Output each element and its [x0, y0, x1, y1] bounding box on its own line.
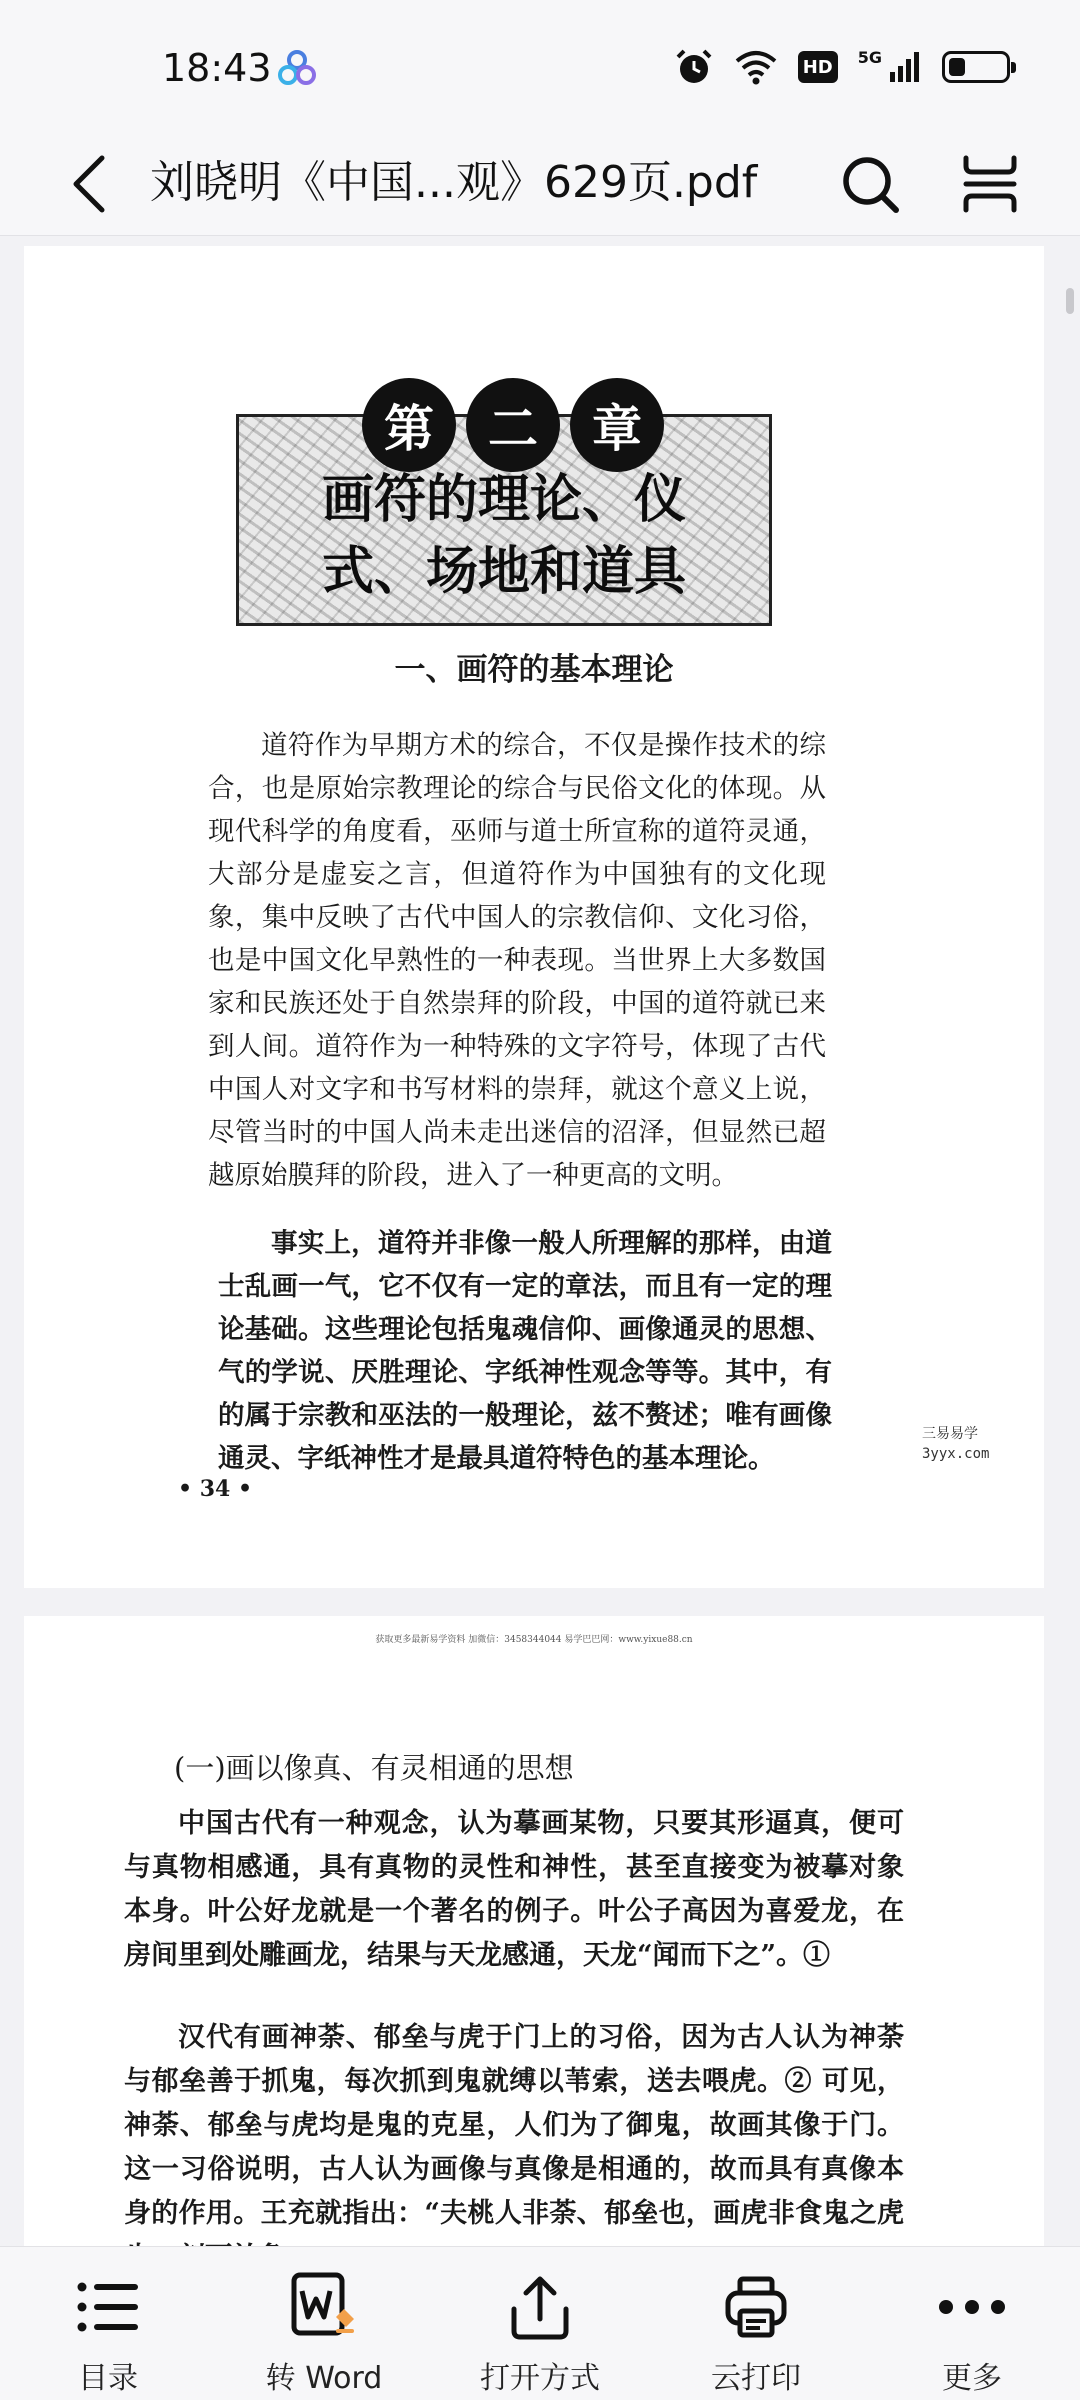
hd-badge: HD [798, 51, 838, 83]
chapter-mark-1: 第 [362, 378, 456, 472]
page-number: • 34 • [178, 1476, 253, 1502]
watermark-top: 获取更多最新易学资料 加微信：3458344044 易学巴巴网：www.yixue88.cn [375, 1635, 693, 1645]
search-icon [838, 152, 902, 216]
printer-icon [720, 2271, 792, 2343]
watermark-side-line-2: 3yyx.com [922, 1446, 990, 1462]
convert-word-button[interactable] [216, 2247, 432, 2400]
watermark-side [922, 1424, 1042, 1464]
page-layout-icon [960, 154, 1020, 214]
document-title: 刘晓明《中国...观》629页.pdf [150, 157, 758, 208]
section-heading: 一、画符的基本理论 [394, 652, 674, 688]
paragraph-1: 道符作为早期方术的综合，不仅是操作技术的综合，也是原始宗教理论的综合与民俗文化的体现。从现代科学的角度看，巫师与道士所宣称的道符灵通，大部分是虚妄之言，但道符作为中国独有的文化现象，集中反映了古代中国人的宗教信仰、文化习俗，也是中国文化早熟性的一种表现。当世界上大多数国家和民族还处于自然崇拜的阶段，中国的道符就已来到人间。道符作为一种特殊的文字符号，体现了古代中国人对文字和书写材料的崇拜，就这个意义上说，尽管当时的中国人尚未走出迷信的沼泽，但显然已超越原始膜拜的阶段，进入了一种更高的文明。 [208, 730, 826, 1191]
more-icon [936, 2271, 1008, 2343]
scrollbar-thumb[interactable] [1066, 288, 1074, 314]
more-button[interactable] [864, 2247, 1080, 2400]
wifi-icon [734, 49, 778, 85]
bottom-toolbar [0, 2246, 1080, 2400]
status-time: 18:43 [162, 46, 272, 90]
watermark-side-line-1: 三易易学 [922, 1426, 978, 1442]
title-bar [0, 130, 1080, 236]
chapter-mark-3: 章 [570, 378, 664, 472]
paragraph-3: 中国古代有一种观念，认为摹画某物，只要其形逼真，便可与真物相感通，具有真物的灵性和神性，甚至直接变为被摹对象本身。叶公好龙就是一个著名的例子。叶公子高因为喜爱龙，在房间里到处雕画龙，结果与天龙感通，天龙“闻而下之”。① [124, 1808, 904, 1971]
chapter-mark-2: 二 [466, 378, 560, 472]
toc-label: 目录 [78, 2361, 138, 2396]
chapter-title-line-2: 式、场地和道具 [321, 541, 686, 602]
chapter-title [236, 464, 772, 608]
battery-level [949, 58, 965, 76]
more-label: 更多 [942, 2361, 1002, 2396]
sub-heading: (一)画以像真、有灵相通的思想 [174, 1751, 574, 1785]
share-icon [504, 2271, 576, 2343]
word-convert-icon [288, 2271, 360, 2343]
pdf-page-35[interactable] [24, 1616, 1044, 2256]
alarm-icon [674, 47, 714, 87]
paragraph-2: 事实上，道符并非像一般人所理解的那样，由道士乱画一气，它不仅有一定的章法，而且有一定的理论基础。这些理论包括鬼魂信仰、画像通灵的思想、气的学说、厌胜理论、字纸神性观念等等。其中，有的属于宗教和巫法的一般理论，兹不赘述；唯有画像通灵、字纸神性才是最具道符特色的基本理论。 [218, 1228, 832, 1474]
search-button[interactable] [830, 144, 910, 224]
network-type-label: 5G [857, 47, 882, 67]
open-with-button[interactable] [432, 2247, 648, 2400]
page-layout-button[interactable] [950, 144, 1030, 224]
battery-icon [942, 51, 1010, 83]
back-arrow-icon [68, 154, 112, 214]
list-icon [72, 2271, 144, 2343]
chapter-title-line-1: 画符的理论、仪 [321, 469, 686, 530]
back-button[interactable] [50, 144, 130, 224]
toc-button[interactable] [0, 2247, 216, 2400]
signal-icon [888, 50, 922, 84]
status-bar [0, 0, 1080, 130]
cloud-print-label: 云打印 [711, 2361, 801, 2396]
cloud-print-button[interactable] [648, 2247, 864, 2400]
open-with-label: 打开方式 [480, 2361, 600, 2396]
convert-word-label: 转 Word [265, 2361, 383, 2396]
pdf-page-34[interactable] [24, 246, 1044, 1588]
paragraph-4: 汉代有画神荼、郁垒与虎于门上的习俗，因为古人认为神荼与郁垒善于抓鬼，每次抓到鬼就缚以苇索，送去喂虎。② 可见，神荼、郁垒与虎均是鬼的克星，人们为了御鬼，故画其像于门。这一习俗说明，古人认为画像与真像是相通的，故而具有真像本身的作用。王充就指出：“夫桃人非荼、郁垒也，画虎非食鬼之虎 [124, 2022, 904, 2229]
status-icons [674, 44, 1010, 90]
app-notification-icon [276, 48, 318, 88]
chapter-banner [236, 378, 772, 628]
